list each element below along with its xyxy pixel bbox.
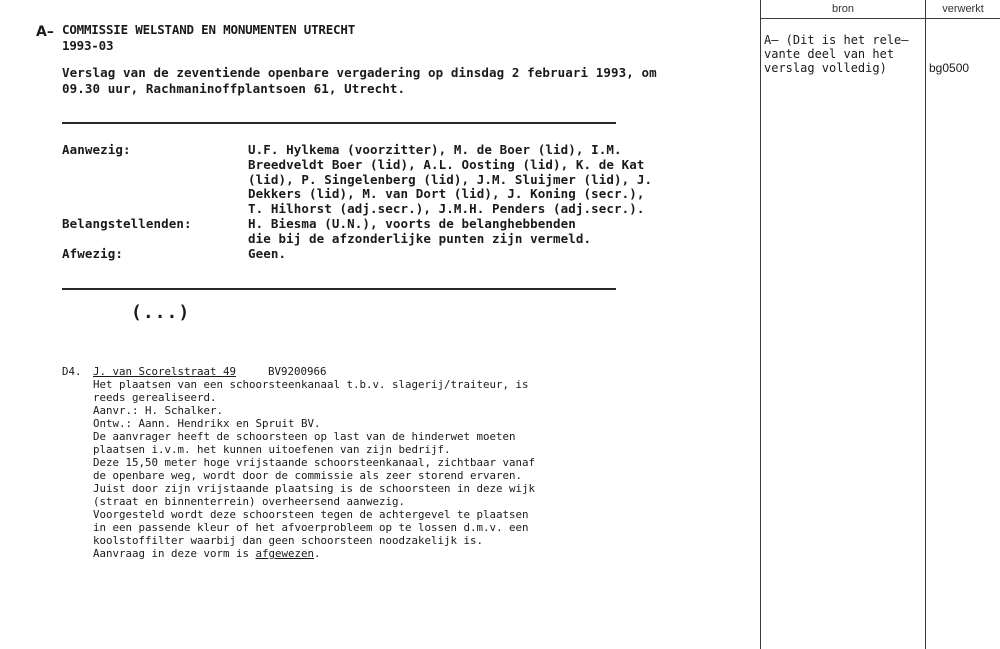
decision-suffix: . — [314, 547, 321, 560]
present-line-4: Dekkers (lid), M. van Dort (lid), J. Koning (secr.), — [248, 186, 645, 201]
organization-title: COMMISSIE WELSTAND EN MONUMENTEN UTRECHT — [62, 22, 356, 37]
item-line-6: plaatsen i.v.m. het kunnen uitoefenen van zijn bedrijf. — [93, 443, 451, 456]
item-line-1: Het plaatsen van een schoorsteenkanaal t.b.v. slagerij/traiteur, is — [93, 378, 529, 391]
item-line-2: reeds gerealiseerd. — [93, 391, 217, 404]
stakeholders-line-2: die bij de afzonderlijke punten zijn vermeld. — [248, 231, 592, 246]
report-intro-line-2: 09.30 uur, Rachmaninoffplantsoen 61, Utrecht. — [62, 81, 406, 96]
item-line-5: De aanvrager heeft de schoorsteen op last van de hinderwet moeten — [93, 430, 516, 443]
item-line-8: de openbare weg, wordt door de commissie als zeer storend ervaren. — [93, 469, 523, 482]
present-line-2: Breedveldt Boer (lid), A.L. Oosting (lid), K. de Kat — [248, 157, 645, 172]
processed-code: bg0500 — [929, 61, 970, 75]
item-line-12: in een passende kleur of het afvoerprobleem op te lossen d.m.v. een — [93, 521, 529, 534]
item-line-7: Deze 15,50 meter hoge vrijstaande schoorsteenkanaal, zichtbaar vanaf — [93, 456, 536, 469]
sidebar-header-rule — [760, 18, 1000, 19]
item-line-11: Voorgesteld wordt deze schoorsteen tegen de achtergevel te plaatsen — [93, 508, 529, 521]
document-year: 1993-03 — [62, 38, 114, 53]
item-address: J. van Scorelstraat 49 — [93, 365, 237, 378]
section-mark: A– — [36, 24, 54, 40]
item-line-4: Ontw.: Aann. Hendrikx en Spruit BV. — [93, 417, 321, 430]
sidebar-left-border — [760, 0, 761, 649]
source-note-line-3: verslag volledig) — [764, 61, 887, 75]
item-line-13: koolstoffilter waarbij dan geen schoorsteen noodzakelijk is. — [93, 534, 484, 547]
decision-word: afgewezen — [255, 547, 315, 560]
item-code: D4. — [62, 365, 82, 378]
item-line-3: Aanvr.: H. Schalker. — [93, 404, 224, 417]
sidebar-column-separator — [925, 0, 926, 649]
stakeholders-line-1: H. Biesma (U.N.), voorts de belanghebbenden — [248, 216, 576, 231]
column-header-processed: verwerkt — [942, 3, 984, 15]
divider-bottom — [62, 288, 616, 290]
present-line-3: (lid), P. Singelenberg (lid), J.M. Sluijmer (lid), J. — [248, 172, 653, 187]
item-reference: BV9200966 — [268, 365, 327, 378]
item-line-9: Juist door zijn vrijstaande plaatsing is de schoorsteen in deze wijk — [93, 482, 536, 495]
column-header-source: bron — [831, 3, 855, 15]
report-intro-line-1: Verslag van de zeventiende openbare vergadering op dinsdag 2 februari 1993, om — [62, 65, 657, 80]
present-label: Aanwezig: — [62, 142, 131, 157]
item-line-10: (straat en binnenterrein) overheersend aanwezig. — [93, 495, 406, 508]
decision-prefix: Aanvraag in deze vorm is — [93, 547, 256, 560]
source-note-line-1: A– (Dit is het rele– — [764, 33, 909, 47]
present-line-5: T. Hilhorst (adj.secr.), J.M.H. Penders (adj.secr.). — [248, 201, 645, 216]
divider-top — [62, 122, 616, 124]
stakeholders-label: Belangstellenden: — [62, 216, 192, 231]
item-decision — [93, 547, 321, 560]
present-line-1: U.F. Hylkema (voorzitter), M. de Boer (lid), I.M. — [248, 142, 622, 157]
source-note-line-2: vante deel van het — [764, 47, 895, 61]
absent-value: Geen. — [248, 246, 287, 261]
omission-marker: (...) — [131, 302, 191, 323]
absent-label: Afwezig: — [62, 246, 124, 261]
